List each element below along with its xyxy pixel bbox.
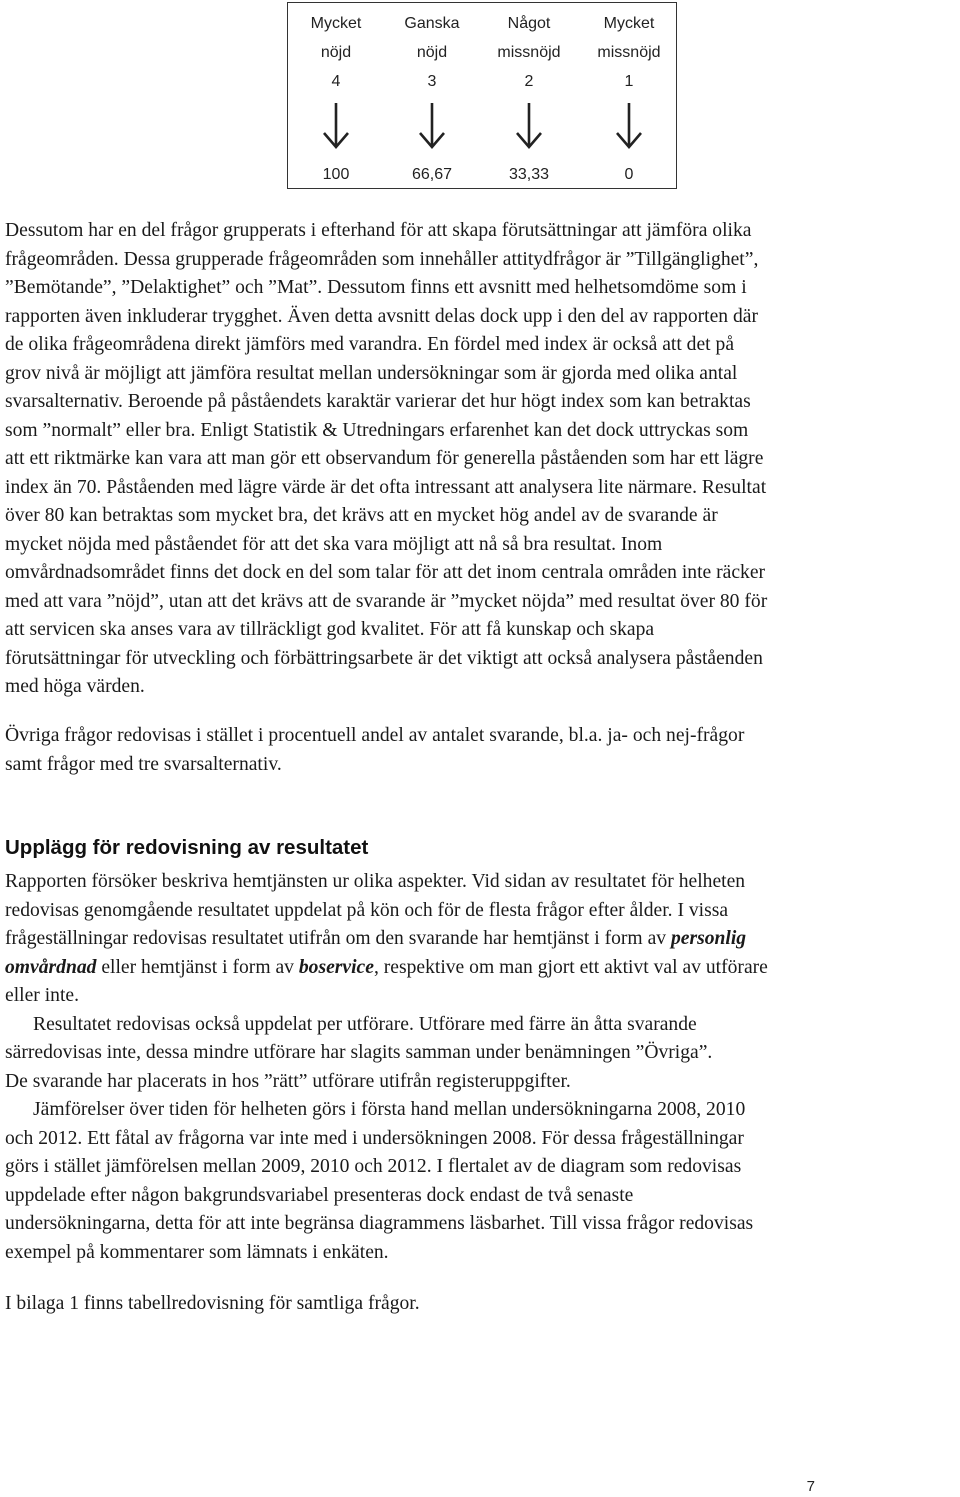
text-line (5, 954, 955, 983)
text-line: Jämförelser över tiden för helheten görs i första hand mellan undersökningarna 2008, 2010 (33, 1099, 746, 1120)
scale-label-line2: missnöjd (497, 44, 561, 61)
text-line: rapporten även inkluderar trygghet. Även detta avsnitt delas dock upp i den del av rapporten där (5, 305, 759, 327)
text-line: med höga värden. (5, 676, 145, 697)
text-line: att ett riktmärke kan vara att man gör ett observandum för generella påståenden som har ett lägre (5, 448, 764, 469)
text-line: omvårdnadsområdet finns det dock en del som talar för att det inom centrala områden inte räcker (5, 562, 766, 583)
other-questions-paragraph (5, 722, 955, 779)
scale-label-line2: nöjd (416, 44, 448, 61)
text-line: index än 70. Påståenden med lägre värde är det ofta intressant att analysera lite närmare. Resultat (5, 476, 767, 498)
emphasis-boservice: boservice (298, 956, 374, 978)
scale-label-line1: Ganska (404, 15, 460, 32)
scale-column-fairly-satisfied (384, 3, 480, 188)
scale-index-value: 33,33 (508, 166, 550, 183)
scale-value: 1 (624, 73, 634, 90)
text-line: Dessutom har en del frågor grupperats i efterhand för att skapa förutsättningar att jämföra olika (5, 220, 752, 241)
text-line: uppdelade efter någon bakgrundsvariabel presenteras dock endast de två senaste (5, 1184, 634, 1206)
appendix-paragraph (5, 1290, 955, 1319)
text-line: undersökningarna, detta för att inte begränsa diagrammens läsbarhet. Till vissa frågor redovisas (5, 1213, 754, 1234)
text-line: som ”normalt” eller bra. Enligt Statistik & Utredningars erfarenhet kan det dock uttryckas som (5, 419, 749, 441)
text-line: De svarande har placerats in hos ”rätt” utförare utifrån registeruppgifter. (5, 1070, 571, 1092)
text-line: redovisas genomgående resultatet uppdelat på kön och för de flesta frågor efter ålder. I vissa (5, 899, 729, 921)
text-line (5, 925, 955, 954)
text-line: görs i stället jämförelsen mellan 2009, 2010 och 2012. I flertalet av de diagram som redovisas (5, 1156, 742, 1177)
text-line: de olika frågeområdena direkt jämförs med varandra. En fördel med index är också att det på (5, 334, 735, 355)
scale-label-line2: missnöjd (597, 44, 661, 61)
text-segment: frågeställningar redovisas resultatet utifrån om den svarande har hemtjänst i form av (5, 928, 671, 949)
text-line: svarsalternativ. Beroende på påståendets karaktär varierar det hur högt index som kan betraktas (5, 391, 751, 412)
text-line: särredovisas inte, dessa mindre utförare har slagits samman under benämningen ”Övriga”. (5, 1042, 713, 1063)
scale-value: 3 (427, 73, 437, 90)
scale-label-line1: Mycket (310, 15, 362, 32)
text-segment: , respektive om man gjort ett aktivt val av utförare (373, 956, 768, 978)
text-line: mycket nöjda med påståendet för att det ska vara möjligt att nå så bra resultat. Inom (5, 533, 663, 555)
text-line: eller inte. (5, 985, 79, 1006)
scale-label-line2: nöjd (320, 44, 352, 61)
scale-index-value: 100 (322, 166, 350, 183)
response-scale-box (287, 2, 677, 189)
scale-index-value: 0 (624, 166, 634, 183)
text-line: Rapporten försöker beskriva hemtjänsten ur olika aspekter. Vid sidan av resultatet för helheten (5, 871, 746, 892)
section-heading: Upplägg för redovisning av resultatet (5, 836, 369, 859)
text-line: att servicen ska anses vara av tillräckligt god kvalitet. För att få kunskap och skapa (5, 619, 655, 640)
emphasis-omvardnad: omvårdnad (5, 956, 97, 978)
scale-column-very-dissatisfied (581, 3, 677, 188)
text-line: med att vara ”nöjd”, utan att det krävs att de svarande är ”mycket nöjda” med resultat över 80 för (5, 590, 768, 612)
text-line: samt frågor med tre svarsalternativ. (5, 753, 282, 775)
page-number: 7 (806, 1478, 815, 1495)
text-line: ”Bemötande”, ”Delaktighet” och ”Mat”. Dessutom finns ett avsnitt med helhetsomdöme som i (5, 277, 747, 298)
down-arrow-icon (322, 102, 350, 150)
text-line: I bilaga 1 finns tabellredovisning för samtliga frågor. (5, 1293, 420, 1314)
text-line: Resultatet redovisas också uppdelat per utförare. Utförare med färre än åtta svarande (33, 1013, 697, 1035)
text-segment: eller hemtjänst i form av (96, 956, 299, 978)
text-line: frågeområden. Dessa grupperade frågeområden som innehåller attitydfrågor är ”Tillgänglighet”, (5, 248, 759, 270)
down-arrow-icon (515, 102, 543, 150)
down-arrow-icon (615, 102, 643, 150)
scale-value: 4 (331, 73, 341, 90)
scale-label-line1: Mycket (603, 15, 655, 32)
scale-index-value: 66,67 (411, 166, 453, 183)
scale-value: 2 (524, 73, 534, 90)
text-line: förutsättningar för utveckling och förbättringsarbete är det viktigt att också analysera påståenden (5, 647, 763, 669)
report-layout-paragraph (5, 868, 955, 1267)
text-line: över 80 kan betraktas som mycket bra, det krävs att en mycket hög andel av de svarande är (5, 505, 718, 526)
down-arrow-icon (418, 102, 446, 150)
scale-label-line1: Något (507, 15, 551, 32)
index-explanation-paragraph (5, 217, 955, 702)
scale-column-somewhat-dissatisfied (481, 3, 577, 188)
text-line: och 2012. Ett fåtal av frågorna var inte med i undersökningen 2008. För dessa frågeställningar (5, 1127, 744, 1149)
emphasis-personlig: personlig (670, 928, 747, 949)
text-line: grov nivå är möjligt att jämföra resultat mellan undersökningar som är gjorda med olika antal (5, 362, 738, 384)
text-line: exempel på kommentarer som lämnats i enkäten. (5, 1241, 389, 1263)
text-line: Övriga frågor redovisas i stället i procentuell andel av antalet svarande, bl.a. ja- och nej-frågor (5, 725, 745, 746)
scale-column-very-satisfied (288, 3, 384, 188)
